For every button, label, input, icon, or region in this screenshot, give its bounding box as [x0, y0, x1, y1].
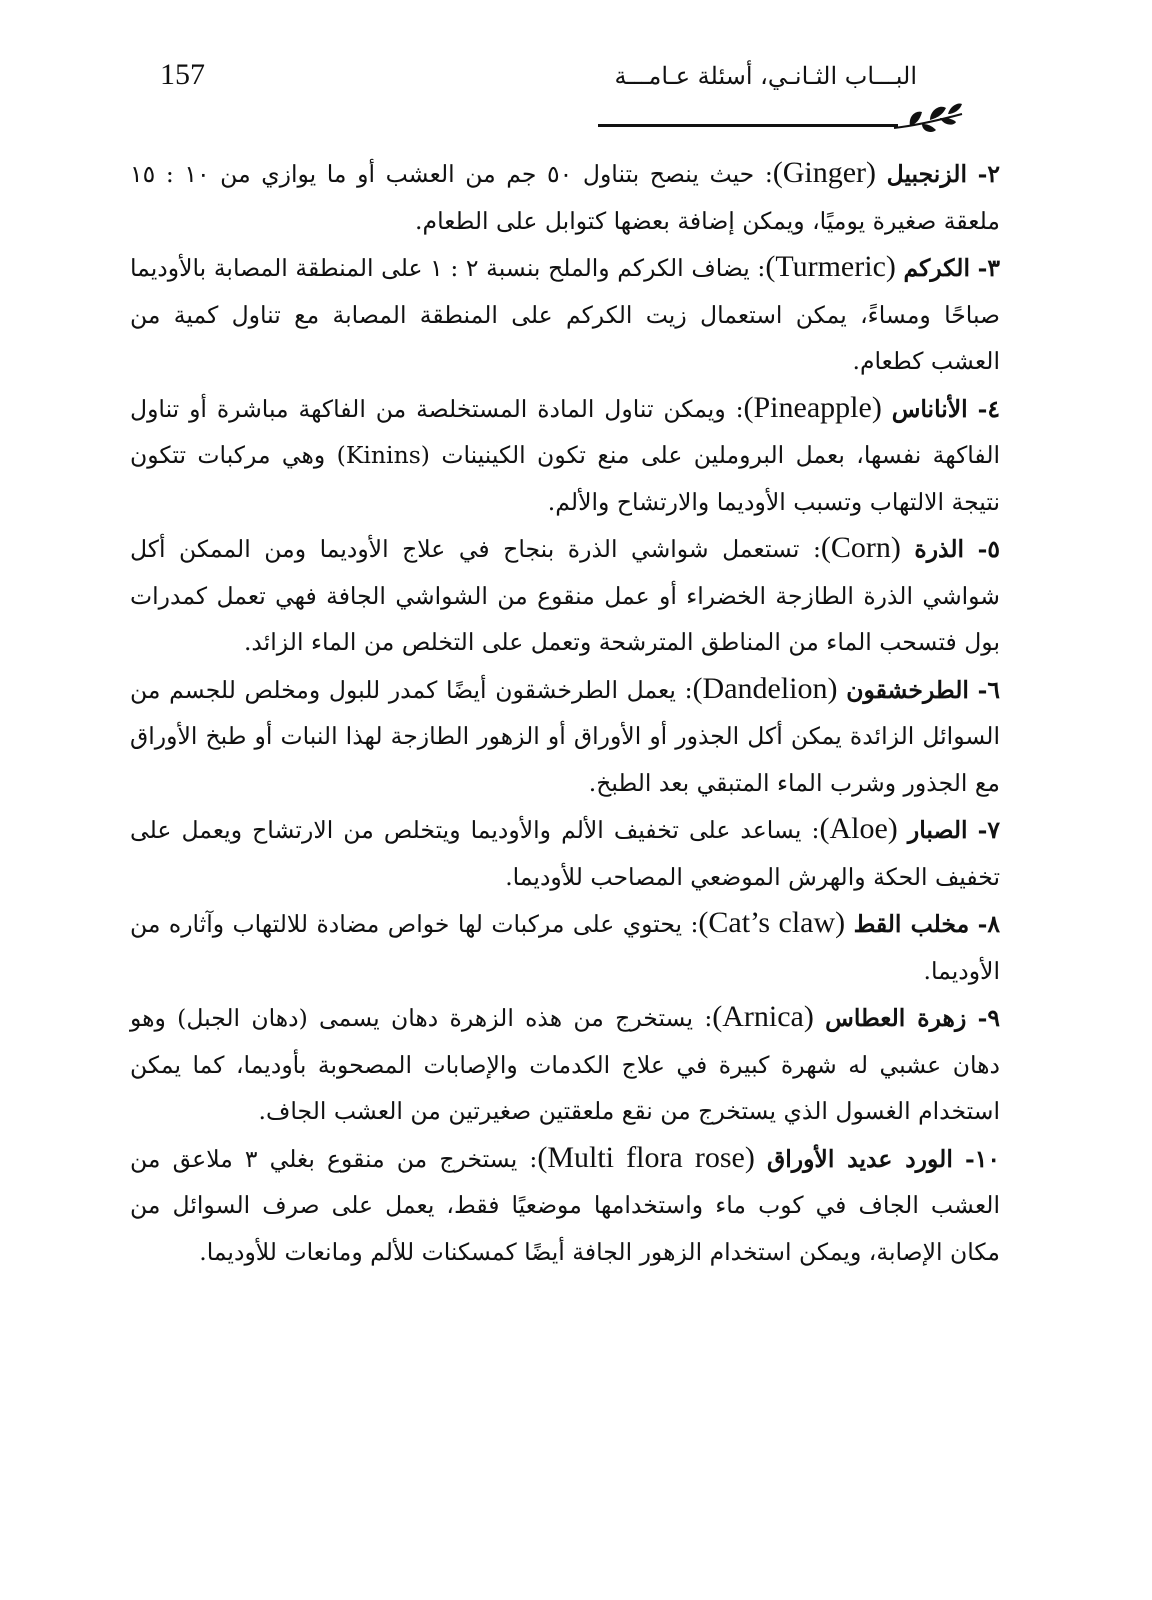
- entry-latin-name: (Multi flora rose): [537, 1140, 755, 1174]
- entry-latin-name: (Corn): [820, 531, 901, 564]
- entry-colon: :: [811, 816, 820, 844]
- entry-colon: :: [690, 910, 699, 938]
- entry-text: يحتوي على مركبات لها خواص مضادة للالتهاب وآثاره من الأوديما.: [130, 910, 1000, 985]
- entry-cats-claw: [130, 900, 1000, 994]
- entry-latin-name: (Arnica): [712, 1000, 814, 1033]
- entry-turmeric: [130, 244, 1000, 385]
- entry-name: الأناناس: [891, 394, 968, 423]
- entry-number: ٣-: [977, 254, 1000, 282]
- entry-text: حيث ينصح بتناول ٥٠ جم من العشب أو ما يوازي من ١٠ : ١٥ ملعقة صغيرة يوميًا، ويمكن إضافة بعضها كتوابل على الطعام.: [130, 160, 1000, 235]
- entry-dandelion: [130, 666, 1000, 807]
- entry-ginger: [130, 150, 1000, 244]
- entry-colon: :: [812, 535, 821, 563]
- entry-text: يعمل الطرخشقون أيضًا كمدر للبول ومخلص للجسم من السوائل الزائدة يمكن أكل الجذور أو الأوراق أو الزهور الطازجة لهذا النبات أو طبخ الأوراق مع الجذور وشرب الماء المتبقي بعد الطبخ.: [130, 675, 1000, 797]
- entry-aloe: [130, 806, 1000, 900]
- entry-number: ٥-: [977, 535, 1000, 563]
- entry-name: الذرة: [914, 535, 965, 563]
- entry-name: الصبار: [907, 816, 968, 844]
- entry-name: الطرخشقون: [846, 675, 969, 704]
- entry-pineapple: [130, 385, 1000, 526]
- entry-colon: :: [529, 1144, 538, 1173]
- entry-number: ١٠-: [964, 1144, 1000, 1173]
- body-text: [130, 150, 1000, 1275]
- entry-name: زهرة العطاس: [825, 1004, 967, 1032]
- entry-latin-name: (Turmeric): [765, 250, 896, 283]
- entry-text: ويمكن تناول المادة المستخلصة من الفاكهة مباشرة أو تناول الفاكهة نفسها، بعمل البروملين على منع تكون الكينينات (Kinins) وهي مركبات تتكون نتيجة الالتهاب وتسبب الأوديما والارتشاح والألم.: [130, 394, 1001, 516]
- entry-latin-name: (Dandelion): [692, 671, 838, 705]
- entry-colon: :: [735, 394, 744, 423]
- entry-latin-name: (Pineapple): [743, 390, 882, 424]
- entry-colon: :: [684, 675, 693, 704]
- entry-name: الكركم: [903, 254, 970, 282]
- entry-text: يضاف الكركم والملح بنسبة ٢ : ١ على المنطقة المصابة بالأوديما صباحًا ومساءً، يمكن استعمال زيت الكركم على المنطقة المصابة مع تناول كمية من العشب كطعام.: [130, 254, 1000, 375]
- entry-number: ٦-: [977, 675, 1000, 704]
- entry-colon: :: [757, 254, 766, 282]
- entry-number: ٧-: [977, 816, 1000, 844]
- entry-text: يساعد على تخفيف الألم والأوديما ويتخلص من الارتشاح ويعمل على تخفيف الحكة والهرش الموضعي المصاحب للأوديما.: [130, 816, 1000, 891]
- entry-corn: [130, 525, 1000, 666]
- entry-latin-name: (Cat’s claw): [698, 906, 846, 939]
- entry-number: ٨-: [977, 910, 1000, 938]
- page-number: 157: [160, 58, 205, 91]
- entry-text: يستخرج من منقوع بغلي ٣ ملاعق من العشب الجاف في كوب ماء واستخدامها موضعيًا فقط، يعمل على صرف السوائل من مكان الإصابة، ويمكن استخدام الزهور الجافة أيضًا كمسكنات للألم ومانعات للأوديما.: [130, 1144, 1000, 1266]
- header-rule: [598, 124, 898, 127]
- entry-text: تستعمل شواشي الذرة بنجاح في علاج الأوديما ومن الممكن أكل شواشي الذرة الطازجة الخضراء أو عمل منقوع من الشواشي الجافة فهي تعمل كمدرات بول فتسحب الماء من المناطق المترشحة وتعمل على التخلص من الماء الزائد.: [130, 535, 1000, 656]
- entry-text: يستخرج من هذه الزهرة دهان يسمى (دهان الجبل) وهو دهان عشبي له شهرة كبيرة في علاج الكدمات والإصابات المصحوبة بأوديما، كما يمكن استخدام الغسول الذي يستخرج من نقع ملعقتين صغيرتين من العشب الجاف.: [130, 1004, 1000, 1125]
- entry-colon: :: [764, 160, 773, 188]
- entry-latin-name: (Ginger): [772, 156, 877, 189]
- entry-colon: :: [704, 1004, 713, 1032]
- entry-number: ٤-: [977, 394, 1000, 423]
- entry-name: الزنجبيل: [886, 160, 967, 188]
- entry-number: ٩-: [977, 1004, 1000, 1032]
- entry-latin-name: (Aloe): [819, 812, 898, 845]
- entry-multi-flora-rose: [130, 1135, 1000, 1276]
- entry-name: مخلب القط: [853, 910, 970, 938]
- running-title: البـــاب الثـانـي، أسئلة عـامـــة: [614, 62, 917, 90]
- entry-arnica: [130, 994, 1000, 1135]
- entry-number: ٢-: [977, 160, 1000, 188]
- entry-name: الورد عديد الأوراق: [766, 1144, 953, 1173]
- leaf-sprig-ornament: [892, 98, 964, 138]
